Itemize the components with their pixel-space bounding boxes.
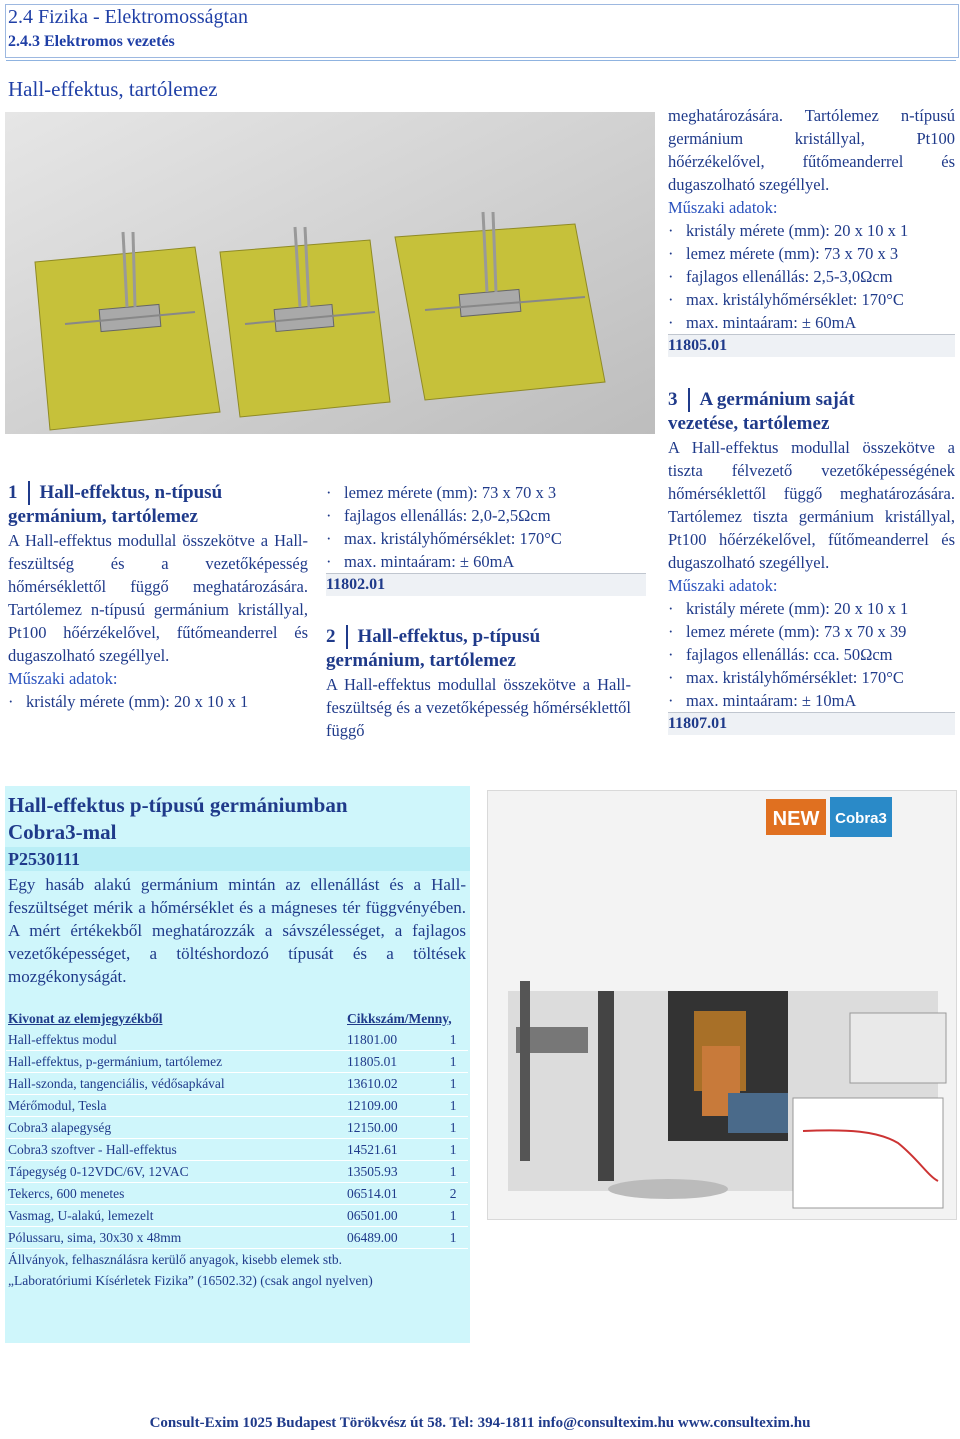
parts-list xyxy=(6,1008,468,1291)
item-3 xyxy=(668,388,955,735)
chapter-title: 2.4 Fizika - Elektromosságtan xyxy=(8,6,248,28)
parts-note: „Laboratóriumi Kísérletek Fizika” (16502.32) (csak angol nyelven) xyxy=(8,1272,373,1288)
item-2-tech-label: Műszaki adatok: xyxy=(668,198,778,217)
subchapter-title: 2.4.3 Elektromos vezetés xyxy=(8,33,175,50)
parts-row: Cobra3 alapegység 12150.00 1 xyxy=(6,1117,468,1139)
item-3-spec: · max. kristályhőmérséklet: 170°C xyxy=(668,666,955,689)
item-3-code: 11807.01 xyxy=(668,712,955,735)
parts-note: Állványok, felhasználásra kerülő anyagok, kisebb elemek stb. xyxy=(8,1251,343,1267)
item-1-description: A Hall-effektus modullal összekötve a Hall-feszültség és a vezetőképesség hőmérséklettől függő meghatározására. Tartólemez n-típusú germánium kristállyal, Pt100 hőérzékelővel, fűtőmeanderrel és dugaszolható szegéllyel. xyxy=(8,531,308,665)
item-1-spec: · max. mintaáram: ± 60mA xyxy=(326,550,646,573)
item-2-spec: · kristály mérete (mm): 20 x 10 x 1 xyxy=(668,219,955,242)
item-2-description-cont: meghatározására. Tartólemez n-típusú germánium kristállyal, Pt100 hőérzékelővel, fűtőmeanderrel és dugaszolható szegéllyel. xyxy=(668,106,955,194)
item-1-spec: · lemez mérete (mm): 73 x 70 x 3 xyxy=(326,481,646,504)
section-title: Hall-effektus, tartólemez xyxy=(8,77,218,101)
experiment-code: P2530111 xyxy=(5,847,470,871)
item-3-title-b: vezetése, tartólemez xyxy=(668,413,830,434)
svg-text:NEW: NEW xyxy=(772,808,820,830)
parts-row: Tápegység 0-12VDC/6V, 12VAC 13505.93 1 xyxy=(6,1161,468,1183)
item-3-spec: · max. mintaáram: ± 10mA xyxy=(668,689,955,712)
experiment-setup-photo xyxy=(487,790,957,1220)
parts-row: Hall-szonda, tangenciális, védősapkával 13610.02 1 xyxy=(6,1073,468,1095)
item-1-title-b: germánium, tartólemez xyxy=(8,506,198,527)
item-2-spec: · fajlagos ellenállás: 2,5-3,0Ωcm xyxy=(668,265,955,288)
item-2-continued xyxy=(668,104,955,357)
parts-row: Hall-effektus modul 11801.00 1 xyxy=(6,1029,468,1051)
svg-text:Cobra3: Cobra3 xyxy=(835,810,887,827)
parts-row: Cobra3 szoftver - Hall-effektus 14521.61 1 xyxy=(6,1139,468,1161)
item-2-code: 11805.01 xyxy=(668,334,955,357)
item-2-spec: · max. kristályhőmérséklet: 170°C xyxy=(668,288,955,311)
parts-row: Hall-effektus, p-germánium, tartólemez 11805.01 1 xyxy=(6,1051,468,1073)
item-1-spec: · kristály mérete (mm): 20 x 10 x 1 xyxy=(8,690,308,713)
item-3-tech-label: Műszaki adatok: xyxy=(668,576,778,595)
plate-1 xyxy=(35,232,220,430)
item-1-tech-label: Műszaki adatok: xyxy=(8,669,118,688)
header-divider xyxy=(6,60,956,61)
item-2-spec: · max. mintaáram: ± 60mA xyxy=(668,311,955,334)
item-3-description: A Hall-effektus modullal összekötve a tiszta félvezető vezetőképességének hőmérséklettől függő meghatározására. Tartólemez tiszta germánium kristállyal, Pt100 hőérzékelővel, fűtőmeanderrel és dugaszolható szegéllyel. xyxy=(668,438,955,572)
item-1-spec: · fajlagos ellenállás: 2,0-2,5Ωcm xyxy=(326,504,646,527)
parts-row: Tekercs, 600 menetes 06514.01 2 xyxy=(6,1183,468,1205)
item-3-spec: · fajlagos ellenállás: cca. 50Ωcm xyxy=(668,643,955,666)
item-2-spec: · lemez mérete (mm): 73 x 70 x 3 xyxy=(668,242,955,265)
item-3-spec: · lemez mérete (mm): 73 x 70 x 39 xyxy=(668,620,955,643)
cobra-badge xyxy=(830,797,892,837)
item-3-title: 3 A germánium saját xyxy=(668,389,855,410)
new-badge xyxy=(766,799,826,835)
parts-row: Mérőmodul, Tesla 12109.00 1 xyxy=(6,1095,468,1117)
product-photo-plates xyxy=(5,112,655,434)
item-3-number: 3 xyxy=(668,388,690,412)
item-1 xyxy=(8,481,308,713)
item-3-spec: · kristály mérete (mm): 20 x 10 x 1 xyxy=(668,597,955,620)
item-1-title: 1 Hall-effektus, n-típusú xyxy=(8,482,223,503)
experiment-title: Hall-effektus p-típusú germániumban Cobra3-mal xyxy=(8,793,348,844)
item-2-description: A Hall-effektus modullal összekötve a Hall-feszültség és a vezetőképesség hőmérséklettől függő xyxy=(326,675,631,740)
plate-2 xyxy=(220,227,390,417)
experiment-description: Egy hasáb alakú germánium mintán az ellenállást és a Hall-feszültséget mérik a hőmérséklet és a mágneses tér függvényében. A mért értékekből meghatározzák a sávszélességet, a fajlagos vezetőképességet, a töltéshordozó típusát és a töltések mozgékonyságát. xyxy=(8,875,466,986)
item-1-number: 1 xyxy=(8,481,30,505)
item-2-number: 2 xyxy=(326,625,348,649)
parts-row: Pólussaru, sima, 30x30 x 48mm 06489.00 1 xyxy=(6,1227,468,1249)
plate-3 xyxy=(395,212,605,400)
footer-contact: Consult-Exim 1025 Budapest Törökvész út 58. Tel: 394-1811 info@consultexim.hu www.consultexim.hu xyxy=(149,1415,811,1431)
parts-row: Vasmag, U-alakú, lemezelt 06501.00 1 xyxy=(6,1205,468,1227)
item-2-title: 2 Hall-effektus, p-típusú xyxy=(326,626,541,647)
item-2-title-b: germánium, tartólemez xyxy=(326,650,516,671)
item-1-specs-continued xyxy=(326,481,646,596)
parts-header-right: Cikkszám/Menny, xyxy=(347,1010,452,1026)
item-1-spec: · max. kristályhőmérséklet: 170°C xyxy=(326,527,646,550)
item-2 xyxy=(326,625,631,742)
item-1-code: 11802.01 xyxy=(326,573,646,596)
parts-header: Kivonat az elemjegyzékből xyxy=(8,1010,163,1026)
